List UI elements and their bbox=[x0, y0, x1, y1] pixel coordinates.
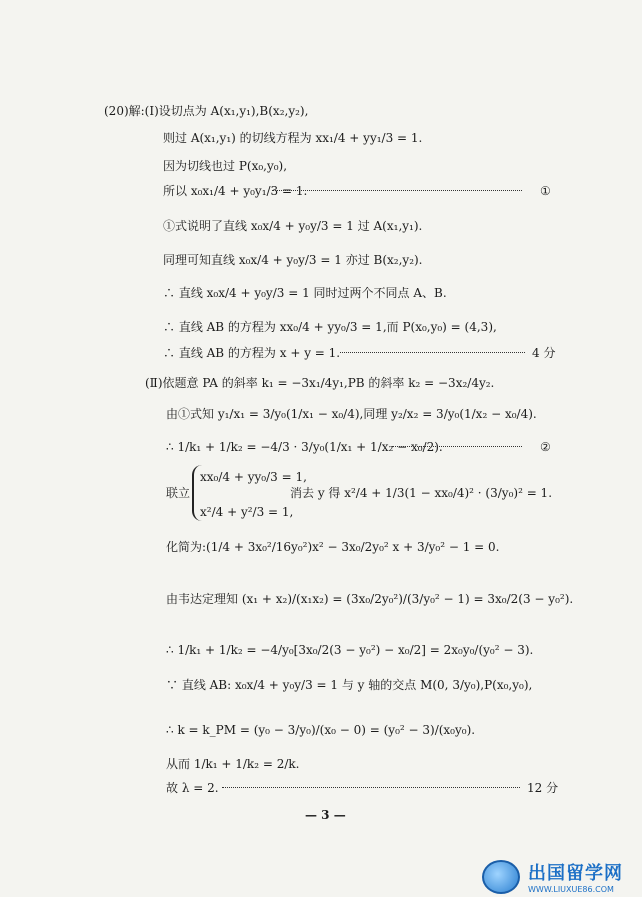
solution-line: 从而 1/k₁ + 1/k₂ = 2/k. bbox=[166, 757, 300, 771]
solution-line: 由韦达定理知 (x₁ + x₂)/(x₁x₂) = (3x₀/2y₀²)/(3/y₀² − 1) = 3x₀/2(3 − y₀²). bbox=[166, 592, 574, 606]
solution-line: (Ⅱ)依题意 PA 的斜率 k₁ = −3x₁/4y₁,PB 的斜率 k₂ = −3x₂/4y₂. bbox=[145, 376, 495, 390]
solution-line: (20)解:(Ⅰ)设切点为 A(x₁,y₁),B(x₂,y₂), bbox=[104, 104, 309, 118]
solution-line: 由①式知 y₁/x₁ = 3/y₀(1/x₁ − x₀/4),同理 y₂/x₂ = 3/y₀(1/x₂ − x₀/4). bbox=[166, 407, 537, 421]
solution-line: ∴ 直线 AB 的方程为 x + y = 1. bbox=[163, 346, 341, 360]
watermark-url: WWW.LIUXUE86.COM bbox=[528, 885, 614, 894]
page-number: — 3 — bbox=[305, 808, 346, 822]
solution-line: ①式说明了直线 x₀x/4 + y₀y/3 = 1 过 A(x₁,y₁). bbox=[163, 219, 423, 233]
watermark-logo bbox=[482, 856, 642, 897]
dot-leader bbox=[222, 787, 520, 788]
solution-line: 联立 bbox=[166, 486, 191, 500]
dot-leader bbox=[272, 190, 522, 191]
dot-leader bbox=[392, 446, 522, 447]
dot-leader bbox=[340, 352, 525, 353]
globe-icon bbox=[482, 860, 520, 894]
solution-line: ∵ 直线 AB: x₀x/4 + y₀y/3 = 1 与 y 轴的交点 M(0, 3/y₀),P(x₀,y₀), bbox=[166, 678, 533, 692]
solution-line: ∴ 1/k₁ + 1/k₂ = −4/y₀[3x₀/2(3 − y₀²) − x₀/2] = 2x₀y₀/(y₀² − 3). bbox=[166, 643, 534, 657]
solution-line: ∴ 直线 x₀x/4 + y₀y/3 = 1 同时过两个不同点 A、B. bbox=[163, 286, 447, 300]
solution-line: 因为切线也过 P(x₀,y₀), bbox=[163, 159, 288, 173]
watermark-name: 出国留学网 bbox=[528, 863, 623, 884]
solution-line: 同理可知直线 x₀x/4 + y₀y/3 = 1 亦过 B(x₂,y₂). bbox=[163, 253, 423, 267]
score-marker: 4 分 bbox=[532, 346, 556, 360]
solution-line: 化简为:(1/4 + 3x₀²/16y₀²)x² − 3x₀/2y₀² x + 3/y₀² − 1 = 0. bbox=[166, 540, 500, 554]
solution-line: 故 λ = 2. bbox=[166, 781, 219, 795]
system-equation: xx₀/4 + yy₀/3 = 1, bbox=[200, 470, 307, 484]
solution-line: 消去 y 得 x²/4 + 1/3(1 − xx₀/4)² · (3/y₀)² = 1. bbox=[290, 486, 553, 500]
equation-marker: ② bbox=[540, 440, 551, 454]
solution-line: 则过 A(x₁,y₁) 的切线方程为 xx₁/4 + yy₁/3 = 1. bbox=[163, 131, 423, 145]
equation-marker: ① bbox=[540, 184, 551, 198]
solution-line: 所以 x₀x₁/4 + y₀y₁/3 = 1. bbox=[163, 184, 308, 198]
system-equation: x²/4 + y²/3 = 1, bbox=[200, 505, 294, 519]
solution-line: ∴ 直线 AB 的方程为 xx₀/4 + yy₀/3 = 1,而 P(x₀,y₀) = (4,3), bbox=[163, 320, 497, 334]
solution-line: ∴ k = k_PM = (y₀ − 3/y₀)/(x₀ − 0) = (y₀² − 3)/(x₀y₀). bbox=[166, 723, 476, 737]
solution-line: ∴ 1/k₁ + 1/k₂ = −4/3 · 3/y₀(1/x₁ + 1/x₂ − x₀/2). bbox=[166, 440, 443, 454]
score-marker: 12 分 bbox=[527, 781, 559, 795]
